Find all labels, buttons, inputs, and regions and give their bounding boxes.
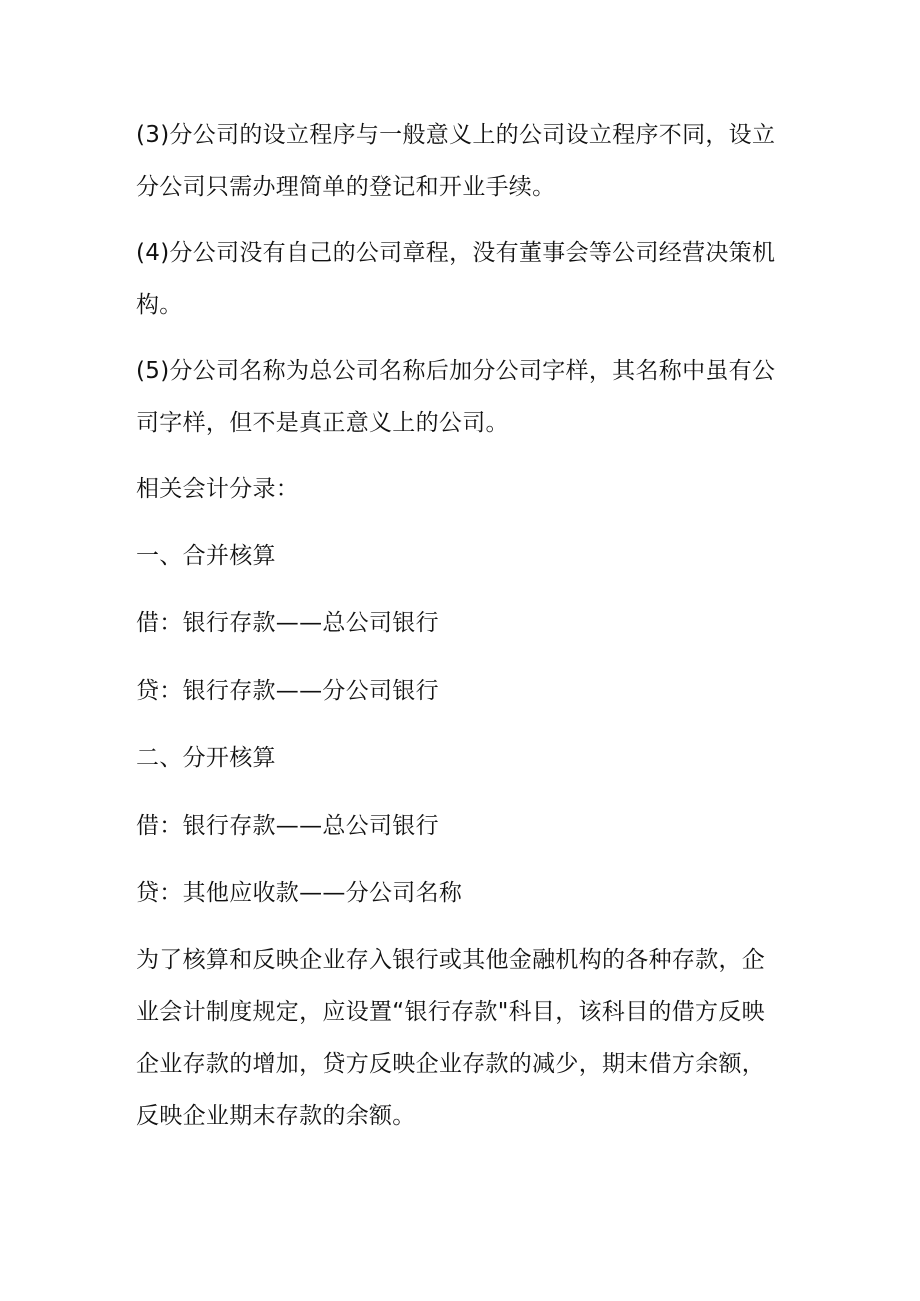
paragraph-5: (5)分公司名称为总公司名称后加分公司字样，其名称中虽有公司字样，但不是真正意义上的公司。 [136,358,776,436]
section-2-credit-entry: 贷：其他应收款——分公司名称 [136,880,463,906]
closing-paragraph: 为了核算和反映企业存入银行或其他金融机构的各种存款，企业会计制度规定，应设置“银行存款"科目，该科目的借方反映企业存款的增加，贷方反映企业存款的减少，期末借方余额，反映企业期末存款的余额。 [136,947,766,1129]
section-1-debit-entry: 借：银行存款——总公司银行 [136,610,439,636]
paragraph-3: (3)分公司的设立程序与一般意义上的公司设立程序不同，设立分公司只需办理简单的登记和开业手续。 [136,122,776,200]
section-1-credit-entry: 贷：银行存款——分公司银行 [136,678,439,704]
section-2-title: 二、分开核算 [136,745,276,771]
section-2-debit-entry: 借：银行存款——总公司银行 [136,813,439,839]
section-1-title: 一、合并核算 [136,543,276,569]
paragraph-4: (4)分公司没有自己的公司章程，没有董事会等公司经营决策机构。 [136,240,776,318]
related-entries-heading: 相关会计分录： [136,476,300,502]
